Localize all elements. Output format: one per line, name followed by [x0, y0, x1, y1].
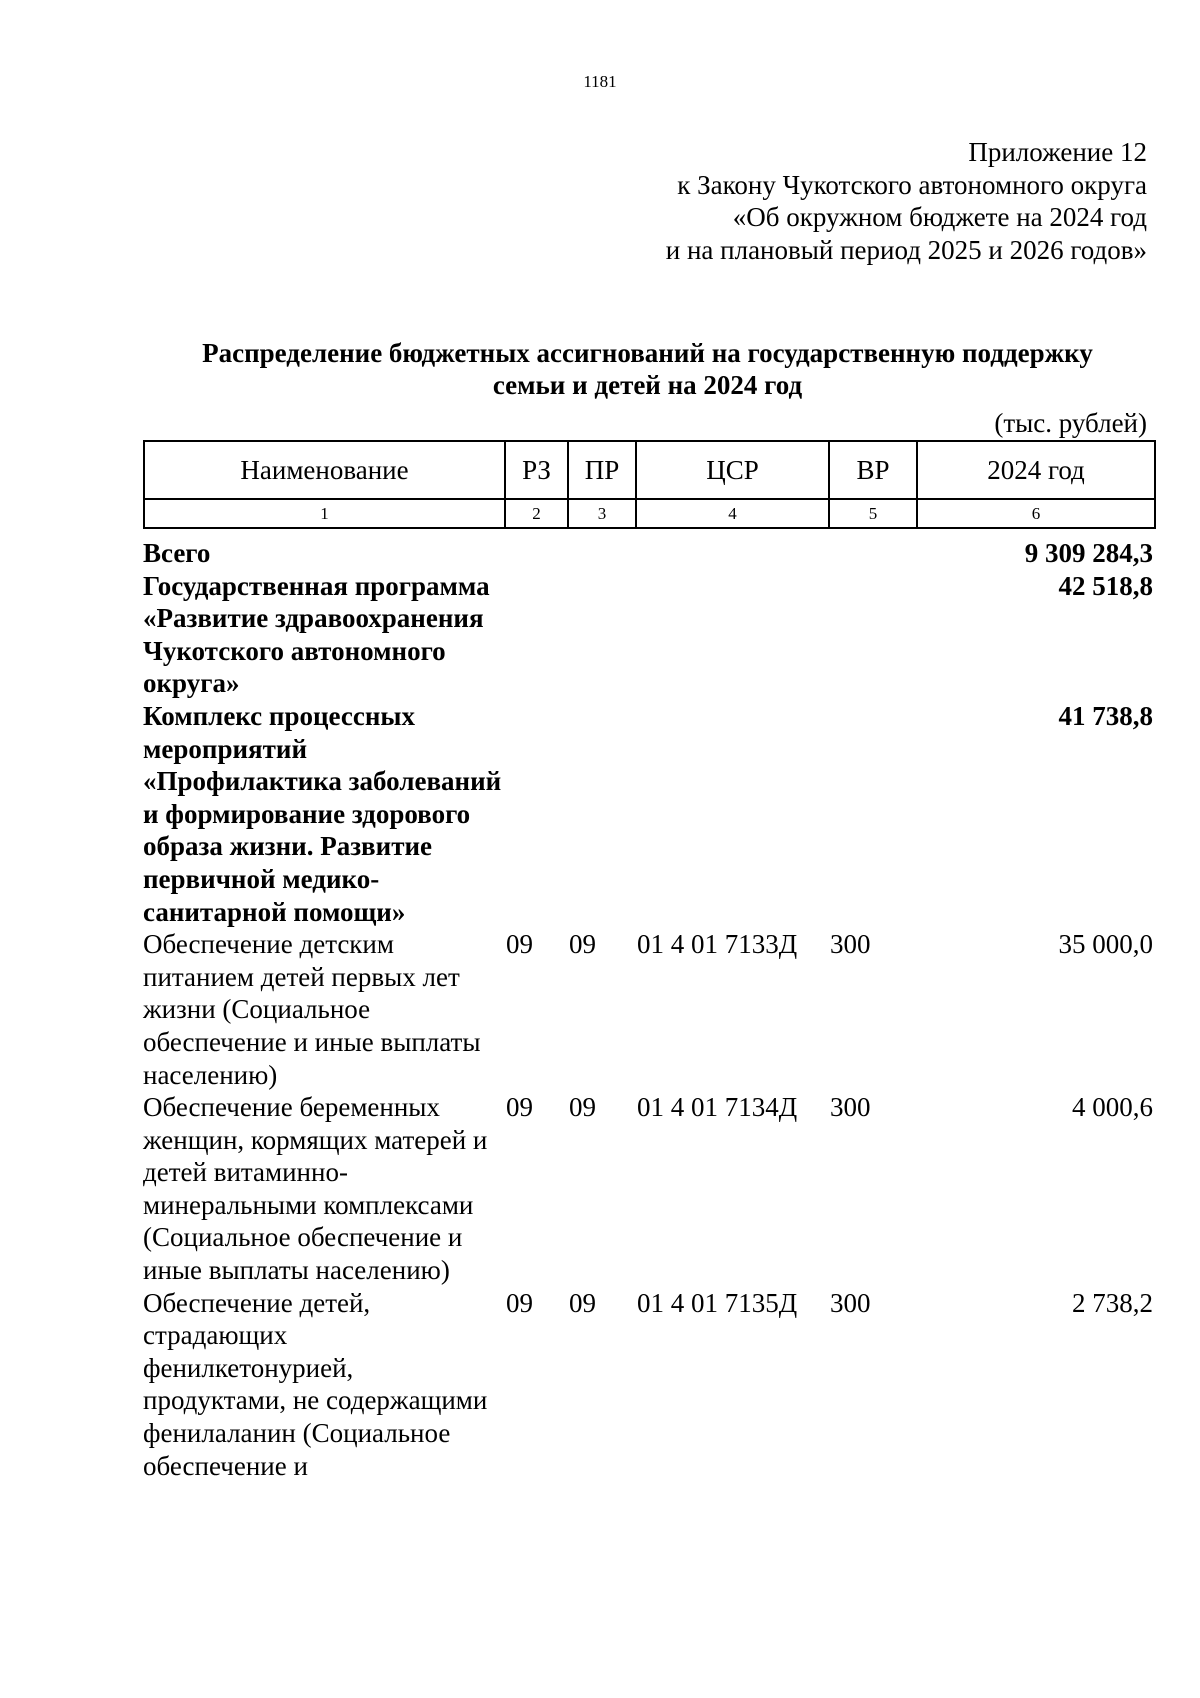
row-rz [506, 700, 569, 928]
header-name: Наименование [144, 441, 505, 499]
row-name: Обеспечение беременных женщин, кормящих матерей и детей витаминно-минеральными комплексами (Социальное обеспечение и иные выплаты населению) [143, 1092, 488, 1286]
row-name: Комплекс процессных мероприятий «Профилактика заболеваний и формирование здорового образа жизни. Развитие первичной медико-санитарной помощи» [143, 700, 502, 927]
row-csr [637, 537, 830, 570]
row-vr [830, 570, 918, 700]
table-header [143, 440, 1156, 529]
row-name: Государственная программа «Развитие здравоохранения Чукотского автономного округа» [143, 570, 490, 699]
row-csr: 01 4 01 7133Д [637, 929, 798, 960]
table-row [143, 928, 1153, 1091]
column-number: 3 [568, 499, 636, 528]
column-number-row [144, 499, 1155, 528]
table-row [143, 1091, 1153, 1287]
row-rz [506, 570, 569, 700]
table-row [143, 570, 1153, 700]
row-amount: 2 738,2 [1072, 1287, 1153, 1318]
row-pr [569, 700, 637, 928]
appendix-line: и на плановый период 2025 и 2026 годов» [665, 234, 1147, 265]
row-vr [830, 700, 918, 928]
row-pr [569, 570, 637, 700]
row-pr [569, 537, 637, 570]
header-year: 2024 год [917, 441, 1155, 499]
column-number: 2 [505, 499, 568, 528]
row-pr: 09 [569, 1092, 596, 1123]
table-row [143, 700, 1153, 928]
document-title-line: Распределение бюджетных ассигнований на государственную поддержку [202, 338, 1093, 368]
document-title [140, 337, 1155, 401]
table-row [143, 1287, 1153, 1483]
row-vr [830, 537, 918, 570]
header-csr: ЦСР [636, 441, 829, 499]
units-label: (тыс. рублей) [994, 408, 1147, 438]
row-rz: 09 [506, 1287, 533, 1318]
appendix-line: «Об окружном бюджете на 2024 год [732, 202, 1147, 232]
page-number: 1181 [583, 72, 617, 91]
row-amount: 41 738,8 [1058, 700, 1153, 731]
row-csr: 01 4 01 7135Д [637, 1287, 798, 1318]
row-amount: 35 000,0 [1058, 929, 1153, 960]
row-name: Обеспечение детей, страдающих фенилкетонурией, продуктами, не содержащими фенилаланин (Социальное обеспечение и [143, 1287, 488, 1481]
budget-table [143, 537, 1153, 1482]
row-name: Обеспечение детским питанием детей первых лет жизни (Социальное обеспечение и иные выплаты населению) [143, 929, 481, 1090]
appendix-line: Приложение 12 [968, 137, 1147, 167]
row-pr: 09 [569, 929, 596, 960]
header-pr: ПР [568, 441, 636, 499]
appendix-line: к Закону Чукотского автономного округа [677, 169, 1147, 200]
column-number: 1 [144, 499, 505, 528]
row-vr: 300 [830, 1092, 871, 1123]
row-csr [637, 570, 830, 700]
header-vr: ВР [829, 441, 917, 499]
row-csr: 01 4 01 7134Д [637, 1092, 798, 1123]
row-amount: 4 000,6 [1072, 1092, 1153, 1123]
table-row [143, 537, 1153, 570]
table-header-row [144, 441, 1155, 499]
column-number: 5 [829, 499, 917, 528]
document-title-line: семьи и детей на 2024 год [492, 370, 803, 400]
column-number: 4 [636, 499, 829, 528]
appendix-block [666, 136, 1147, 266]
row-amount: 42 518,8 [1058, 570, 1153, 601]
column-number: 6 [917, 499, 1155, 528]
row-rz: 09 [506, 1092, 533, 1123]
row-vr: 300 [830, 1287, 871, 1318]
row-vr: 300 [830, 929, 871, 960]
row-rz [506, 537, 569, 570]
row-name: Всего [143, 538, 211, 568]
row-pr: 09 [569, 1287, 596, 1318]
row-amount: 9 309 284,3 [1024, 538, 1153, 568]
header-rz: РЗ [505, 441, 568, 499]
row-rz: 09 [506, 929, 533, 960]
row-csr [637, 700, 830, 928]
